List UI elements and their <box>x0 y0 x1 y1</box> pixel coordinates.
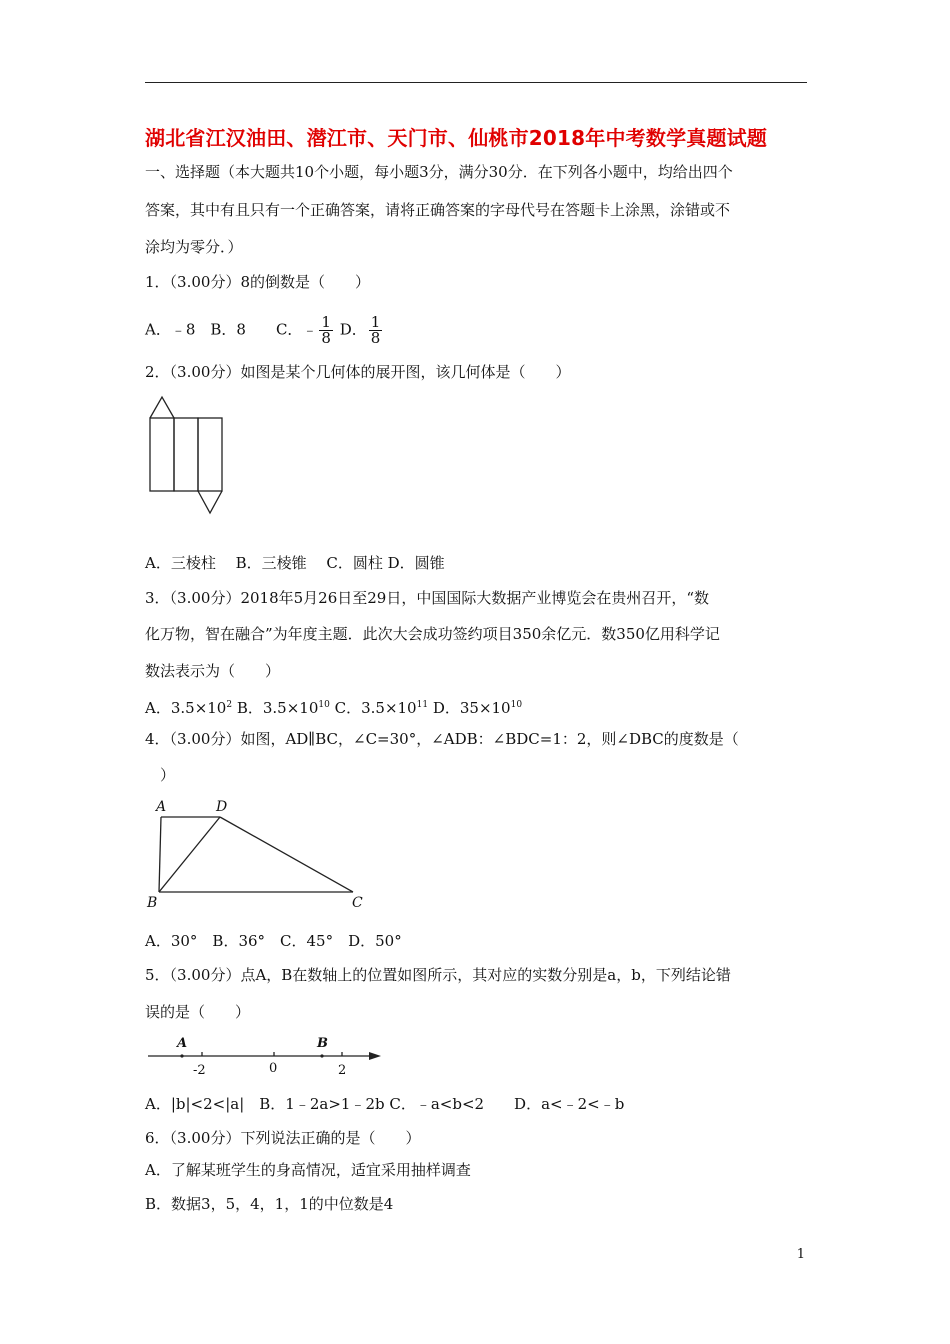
point-b <box>320 1054 323 1057</box>
q3-option-d: D．35×10 <box>428 699 511 717</box>
fraction-denominator: 8 <box>321 329 331 347</box>
q3-option-a: A．3.5×10 <box>145 699 227 717</box>
page-number: 1 <box>796 1247 805 1262</box>
q4-line-1: 4．（3.00分）如图，AD∥BC，∠C=30°，∠ADB：∠BDC=1：2，则∠DBC的度数是（ <box>145 730 739 748</box>
q2-options: A．三棱柱 B．三棱锥 C．圆柱 D．圆锥 <box>145 554 445 572</box>
label-c: C <box>352 895 363 911</box>
label-point-a: A <box>177 1036 188 1051</box>
point-a <box>180 1054 183 1057</box>
q6-option-a: A．了解某班学生的身高情况，适宜采用抽样调查 <box>145 1161 471 1179</box>
section-intro-line-1: 一、选择题（本大题共10个小题，每小题3分，满分30分．在下列各小题中，均给出四个 <box>145 163 733 181</box>
q1-options <box>145 315 384 346</box>
q1-fraction-d <box>369 315 383 346</box>
arrow-icon <box>369 1052 381 1060</box>
label-a: A <box>156 799 167 815</box>
q3-options <box>145 695 522 718</box>
q3-option-c: C．3.5×10 <box>329 699 417 717</box>
fraction-numerator: 1 <box>370 313 381 331</box>
q2-stem: 2．（3.00分）如图是某个几何体的展开图，该几何体是（ ） <box>145 363 571 381</box>
net-top-triangle <box>150 397 174 418</box>
q3-exp-d: 10 <box>510 700 523 710</box>
prism-net-figure <box>145 393 235 518</box>
trapezoid-figure <box>140 795 375 915</box>
section-intro-line-2: 答案，其中有且只有一个正确答案，请将正确答案的字母代号在答题卡上涂黑，涂错或不 <box>145 201 731 219</box>
tick-label-zero: 0 <box>269 1061 278 1076</box>
q3-option-b: B．3.5×10 <box>232 699 319 717</box>
fraction-numerator: 1 <box>321 313 331 331</box>
q4-options: A．30° B．36° C．45° D．50° <box>145 932 402 950</box>
label-b: B <box>147 895 158 911</box>
q5-options: A．|b|<2<|a| B．1﹣2a>1﹣2b C．﹣a<b<2 D．a<﹣2<﹣b <box>145 1095 625 1113</box>
net-face-3 <box>198 418 222 491</box>
page-title: 湖北省江汉油田、潜江市、天门市、仙桃市2018年中考数学真题试题 <box>145 126 768 150</box>
net-bottom-triangle <box>198 491 222 513</box>
tick-label-neg2: -2 <box>193 1063 206 1078</box>
tick-label-two: 2 <box>338 1063 347 1078</box>
q1-fraction-c <box>319 315 333 346</box>
q5-line-2: 误的是（ ） <box>145 1003 251 1021</box>
number-line-figure <box>145 1032 385 1080</box>
q3-exp-a: 2 <box>226 700 233 710</box>
q6-option-b: B．数据3，5，4，1，1的中位数是4 <box>145 1195 394 1213</box>
label-d: D <box>216 799 228 815</box>
label-point-b: B <box>317 1036 328 1051</box>
q3-line-3: 数法表示为（ ） <box>145 662 281 680</box>
q1-stem: 1．（3.00分）8的倒数是（ ） <box>145 273 370 291</box>
q3-line-2: 化万物，智在融合”为年度主题．此次大会成功签约项目350余亿元．数350亿用科学记 <box>145 625 720 643</box>
net-face-1 <box>150 418 174 491</box>
q5-line-1: 5．（3.00分）点A，B在数轴上的位置如图所示，其对应的实数分别是a，b，下列结论错 <box>145 966 731 984</box>
q6-stem: 6．（3.00分）下列说法正确的是（ ） <box>145 1129 421 1147</box>
segment-ab <box>159 817 161 892</box>
net-face-2 <box>174 418 198 491</box>
segment-dc <box>220 817 353 892</box>
q1-options-abc: A．﹣8 B．8 C．﹣ <box>145 320 318 339</box>
q1-option-d: D． <box>339 320 367 339</box>
q3-exp-b: 10 <box>318 700 330 710</box>
segment-bd <box>159 817 220 892</box>
q4-line-2: ） <box>145 766 176 784</box>
q3-line-1: 3．（3.00分）2018年5月26日至29日，中国国际大数据产业博览会在贵州召开，“数 <box>145 589 710 607</box>
q3-exp-c: 11 <box>416 700 429 710</box>
section-intro-line-3: 涂均为零分．） <box>145 238 243 256</box>
header-rule <box>145 82 807 83</box>
fraction-denominator: 8 <box>370 329 381 347</box>
